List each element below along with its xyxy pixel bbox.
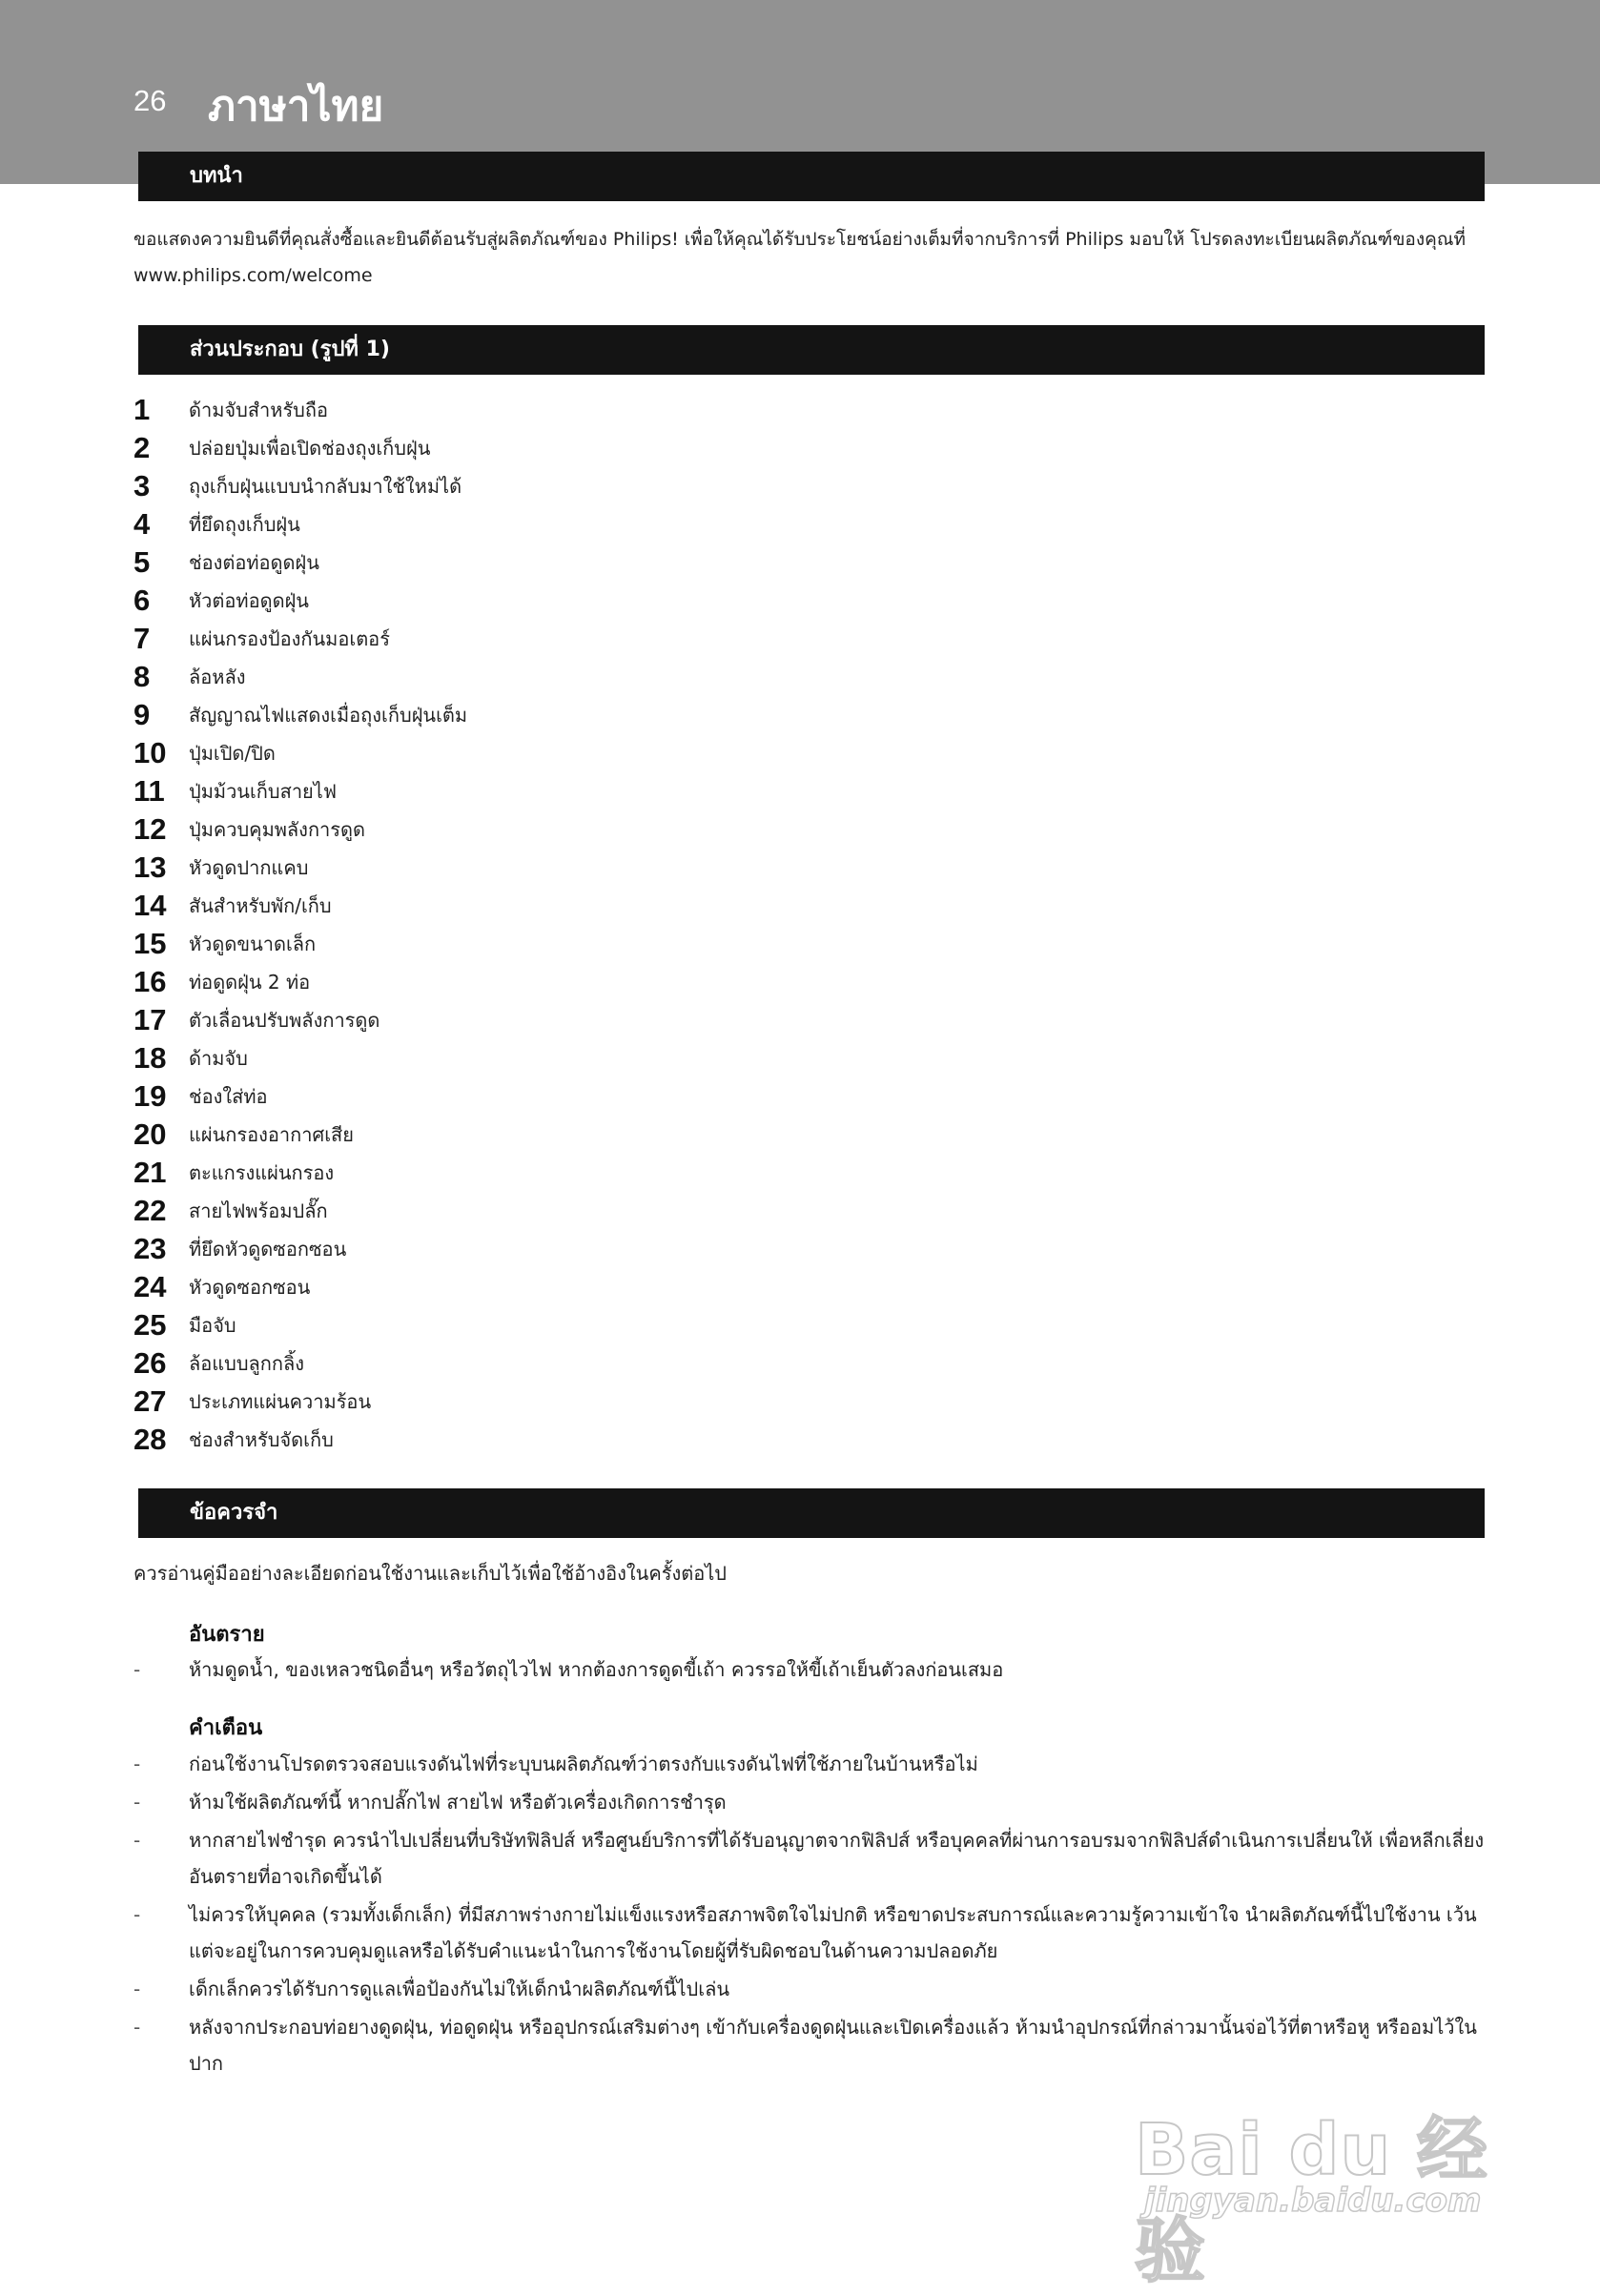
part-number: 25 — [133, 1308, 167, 1342]
part-item — [133, 1116, 467, 1154]
bullet-item — [133, 1746, 1487, 1782]
part-label: สันสำหรับพัก/เก็บ — [189, 894, 332, 917]
part-item — [133, 1154, 467, 1192]
part-label: แผ่นกรองป้องกันมอเตอร์ — [189, 627, 390, 650]
part-number: 14 — [133, 889, 167, 922]
part-number: 24 — [133, 1270, 167, 1303]
part-label: ล้อแบบลูกกลิ้ง — [189, 1352, 305, 1375]
part-label: ตะแกรงแผ่นกรอง — [189, 1161, 335, 1184]
part-number: 27 — [133, 1384, 167, 1418]
intro-paragraph: ขอแสดงความยินดีที่คุณสั่งซื้อและยินดีต้อนรับสู่ผลิตภัณฑ์ของ Philips! เพื่อให้คุณได้รับประโยชน์อย่างเต็มที่จากบริการที่ Philips มอบให้ โปรดลงทะเบียนผลิตภัณฑ์ของคุณที่ www.philips.com/welcome — [133, 229, 1466, 286]
part-label: แผ่นกรองอากาศเสีย — [189, 1123, 354, 1146]
part-item — [133, 849, 467, 887]
part-item — [133, 391, 467, 429]
part-item — [133, 429, 467, 467]
part-number: 5 — [133, 545, 151, 579]
bullet-dash: - — [133, 1791, 141, 1814]
part-item — [133, 1039, 467, 1077]
part-number: 4 — [133, 507, 151, 541]
bullet-dash: - — [133, 1658, 141, 1681]
part-item — [133, 1001, 467, 1039]
page-number: 26 — [133, 84, 167, 117]
part-item — [133, 582, 467, 620]
part-item — [133, 658, 467, 696]
part-label: หัวดูดขนาดเล็ก — [189, 933, 317, 955]
watermark-brand: Bai du 经验 — [1135, 2109, 1488, 2292]
part-item — [133, 620, 467, 658]
bullet-text: ห้ามดูดน้ำ, ของเหลวชนิดอื่นๆ หรือวัตถุไวไฟ หากต้องการดูดขี้เถ้า ควรรอให้ขี้เถ้าเย็นตัวลงก่อนเสมอ — [189, 1658, 1004, 1681]
part-label: สัญญาณไฟแสดงเมื่อถุงเก็บฝุ่นเต็ม — [189, 704, 468, 727]
part-item — [133, 772, 467, 810]
part-number: 7 — [133, 622, 151, 655]
part-number: 8 — [133, 660, 151, 693]
part-label: หัวดูดซอกซอน — [189, 1276, 311, 1299]
notes-intro: ควรอ่านคู่มืออย่างละเอียดก่อนใช้งานและเก็บไว้เพื่อใช้อ้างอิงในครั้งต่อไป — [133, 1562, 727, 1585]
part-item — [133, 1421, 467, 1459]
part-item — [133, 963, 467, 1001]
part-item — [133, 1306, 467, 1344]
part-item — [133, 696, 467, 734]
part-number: 15 — [133, 927, 167, 960]
bullet-dash: - — [133, 1753, 141, 1775]
bullet-dash: - — [133, 2016, 141, 2039]
part-number: 13 — [133, 851, 167, 884]
part-item — [133, 810, 467, 849]
part-item — [133, 505, 467, 543]
part-number: 9 — [133, 698, 151, 731]
bullet-text: ไม่ควรให้บุคคล (รวมทั้งเด็กเล็ก) ที่มีสภาพร่างกายไม่แข็งแรงหรือสภาพจิตใจไม่ปกติ หรือขาดประสบการณ์และความรู้ความเข้าใจ นำผลิตภัณฑ์นี้ไปใช้งาน เว้นแต่จะอยู่ในการควบคุมดูแลหรือได้รับคำแนะนำในการใช้งานโดยผู้ที่รับผิดชอบในด้านความปลอดภัย — [189, 1903, 1477, 1962]
section-heading-intro: บทนำ — [138, 152, 1485, 201]
part-label: ตัวเลื่อนปรับพลังการดูด — [189, 1009, 380, 1032]
page-title: ภาษาไทย — [208, 82, 384, 131]
part-number: 19 — [133, 1079, 167, 1113]
part-number: 22 — [133, 1194, 167, 1227]
warning-heading: คำเตือน — [189, 1716, 263, 1740]
part-item — [133, 1077, 467, 1116]
bullet-text: ก่อนใช้งานโปรดตรวจสอบแรงดันไฟที่ระบุบนผลิตภัณฑ์ว่าตรงกับแรงดันไฟที่ใช้ภายในบ้านหรือไม่ — [189, 1753, 978, 1775]
danger-list — [133, 1651, 1487, 1690]
part-number: 28 — [133, 1423, 167, 1456]
part-number: 6 — [133, 584, 151, 617]
watermark — [1135, 2060, 1535, 2292]
bullet-text: เด็กเล็กควรได้รับการดูแลเพื่อป้องกันไม่ให้เด็กนำผลิตภัณฑ์นี้ไปเล่น — [189, 1978, 729, 2000]
part-label: หัวดูดปากแคบ — [189, 856, 309, 879]
part-number: 20 — [133, 1117, 167, 1151]
part-number: 11 — [133, 774, 165, 808]
part-label: ช่องต่อท่อดูดฝุ่น — [189, 551, 319, 574]
part-number: 1 — [133, 393, 151, 426]
bullet-dash: - — [133, 1903, 141, 1926]
part-number: 26 — [133, 1346, 167, 1380]
danger-heading: อันตราย — [189, 1623, 265, 1647]
part-label: สายไฟพร้อมปลั๊ก — [189, 1199, 328, 1222]
parts-list — [133, 391, 467, 1459]
part-number: 23 — [133, 1232, 167, 1265]
bullet-item — [133, 1822, 1487, 1895]
part-number: 10 — [133, 736, 167, 769]
bullet-item — [133, 1784, 1487, 1820]
section-heading-parts: ส่วนประกอบ (รูปที่ 1) — [138, 325, 1485, 375]
warning-list — [133, 1746, 1487, 2083]
part-label: ปุ่มควบคุมพลังการดูด — [189, 818, 366, 841]
bullet-text: ห้ามใช้ผลิตภัณฑ์นี้ หากปลั๊กไฟ สายไฟ หรือตัวเครื่องเกิดการชำรุด — [189, 1791, 727, 1814]
part-label: หัวต่อท่อดูดฝุ่น — [189, 589, 309, 612]
part-label: ช่องสำหรับจัดเก็บ — [189, 1428, 334, 1451]
part-label: ด้ามจับสำหรับถือ — [189, 399, 328, 421]
part-item — [133, 1192, 467, 1230]
part-number: 17 — [133, 1003, 167, 1036]
bullet-dash: - — [133, 1829, 141, 1852]
part-label: ปล่อยปุ่มเพื่อเปิดช่องถุงเก็บฝุ่น — [189, 437, 431, 460]
part-item — [133, 1230, 467, 1268]
bullet-item — [133, 1896, 1487, 1969]
part-item — [133, 543, 467, 582]
part-number: 16 — [133, 965, 167, 998]
part-label: ที่ยึดถุงเก็บฝุ่น — [189, 513, 300, 536]
bullet-text: หากสายไฟชำรุด ควรนำไปเปลี่ยนที่บริษัทฟิลิปส์ หรือศูนย์บริการที่ได้รับอนุญาตจากฟิลิปส์ หรือบุคคลที่ผ่านการอบรมจากฟิลิปส์ดำเนินการเปลี่ยนให้ เพื่อหลีกเลี่ยงอันตรายที่อาจเกิดขึ้นได้ — [189, 1829, 1485, 1888]
part-item — [133, 467, 467, 505]
part-item — [133, 734, 467, 772]
part-number: 3 — [133, 469, 151, 502]
part-item — [133, 925, 467, 963]
bullet-item — [133, 1651, 1487, 1688]
part-label: ล้อหลัง — [189, 666, 246, 688]
part-label: ที่ยึดหัวดูดซอกซอน — [189, 1238, 347, 1261]
part-label: ปุ่มม้วนเก็บสายไฟ — [189, 780, 337, 803]
watermark-url: jingyan.baidu.com — [1144, 2182, 1482, 2220]
part-number: 12 — [133, 812, 167, 846]
bullet-dash: - — [133, 1978, 141, 2000]
part-label: ช่องใส่ท่อ — [189, 1085, 268, 1108]
part-number: 21 — [133, 1156, 167, 1189]
bullet-item — [133, 1971, 1487, 2007]
part-item — [133, 1383, 467, 1421]
part-label: ประเภทแผ่นความร้อน — [189, 1390, 372, 1413]
part-label: ท่อดูดฝุ่น 2 ท่อ — [189, 971, 311, 994]
section-heading-notes: ข้อควรจำ — [138, 1488, 1485, 1538]
bullet-text: หลังจากประกอบท่อยางดูดฝุ่น, ท่อดูดฝุ่น หรืออุปกรณ์เสริมต่างๆ เข้ากับเครื่องดูดฝุ่นและเปิดเครื่องแล้ว ห้ามนำอุปกรณ์ที่กล่าวมานั้นจ่อไว้ที่ตาหรือหู หรืออมไว้ในปาก — [189, 2016, 1477, 2075]
part-label: ถุงเก็บฝุ่นแบบนำกลับมาใช้ใหม่ได้ — [189, 475, 462, 498]
part-label: ปุ่มเปิด/ปิด — [189, 742, 276, 765]
part-number: 2 — [133, 431, 151, 464]
part-item — [133, 1268, 467, 1306]
part-item — [133, 1344, 467, 1383]
part-item — [133, 887, 467, 925]
part-label: ด้ามจับ — [189, 1047, 248, 1070]
part-label: มือจับ — [189, 1314, 236, 1337]
part-number: 18 — [133, 1041, 167, 1075]
